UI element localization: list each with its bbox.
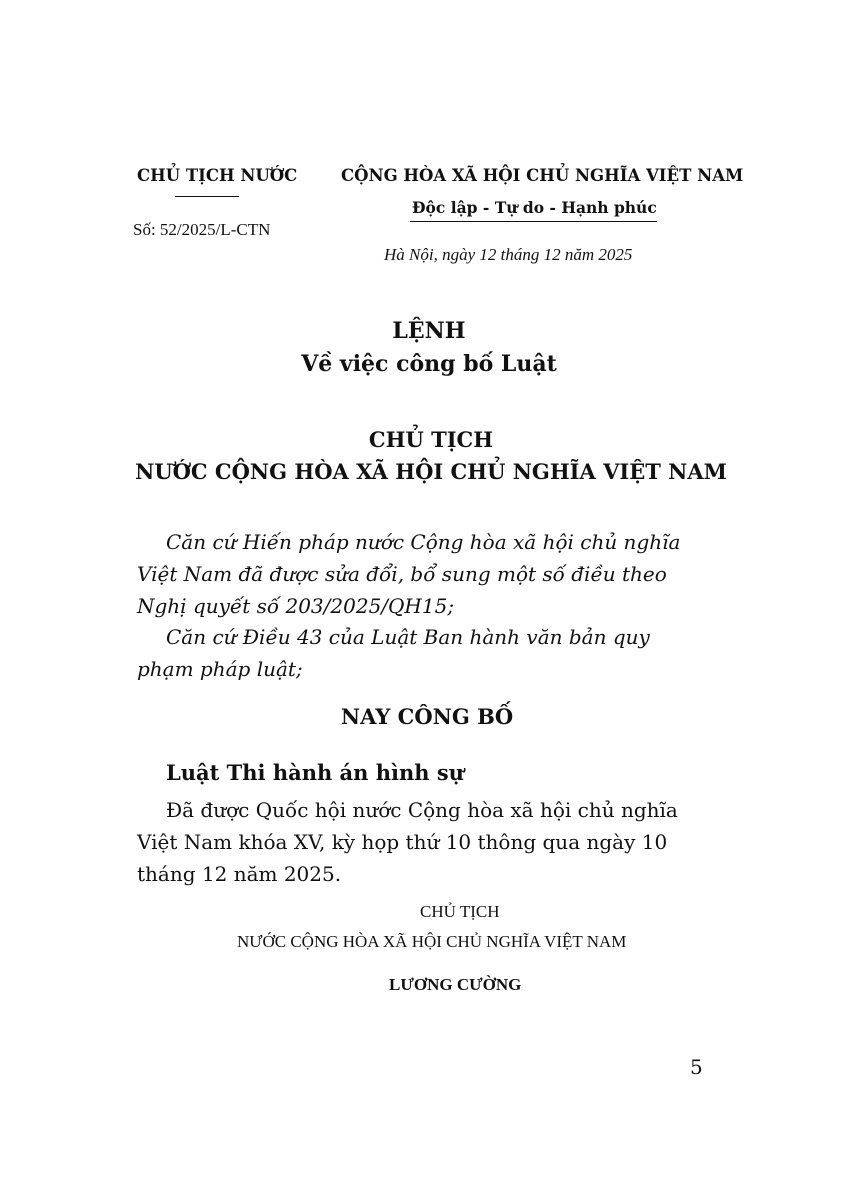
- signer-title-line2: NƯỚC CỘNG HÒA XÃ HỘI CHỦ NGHĨA VIỆT NAM: [237, 932, 627, 951]
- country-name: CỘNG HÒA XÃ HỘI CHỦ NGHĨA VIỆT NAM: [341, 166, 744, 185]
- issuer-title-line1: CHỦ TỊCH: [368, 427, 494, 452]
- issuer-title-line2: NƯỚC CỘNG HÒA XÃ HỘI CHỦ NGHĨA VIỆT NAM: [135, 459, 727, 484]
- page-number: 5: [690, 1055, 703, 1079]
- document-type: LỆNH: [392, 318, 466, 344]
- signer-name: LƯƠNG CƯỜNG: [389, 975, 522, 994]
- law-name: Luật Thi hành án hình sự: [166, 760, 464, 785]
- legal-basis-paragraph: Căn cứ Điều 43 của Luật Ban hành văn bản quy phạm pháp luật;: [137, 625, 650, 681]
- legal-basis-paragraph: Căn cứ Hiến pháp nước Cộng hòa xã hội chủ nghĩa Việt Nam đã được sửa đổi, bổ sung một số điều theo Nghị quyết số 203/2025/QH15;: [137, 530, 681, 618]
- issuer-underline: [175, 196, 239, 197]
- document-number: Số: 52/2025/L-CTN: [133, 220, 271, 239]
- document-subject: Về việc công bố Luật: [301, 351, 557, 377]
- announcement-heading: NAY CÔNG BỐ: [340, 704, 514, 729]
- passage-statement: Đã được Quốc hội nước Cộng hòa xã hội chủ nghĩa Việt Nam khóa XV, kỳ họp thứ 10 thông qua ngày 10 tháng 12 năm 2025.: [137, 798, 678, 886]
- issuer-name: CHỦ TỊCH NƯỚC: [137, 166, 298, 185]
- national-motto: Độc lập - Tự do - Hạnh phúc: [412, 198, 657, 217]
- motto-underline: [410, 221, 657, 222]
- signer-title-line1: CHỦ TỊCH: [420, 902, 500, 921]
- place-and-date: Hà Nội, ngày 12 tháng 12 năm 2025: [384, 245, 633, 264]
